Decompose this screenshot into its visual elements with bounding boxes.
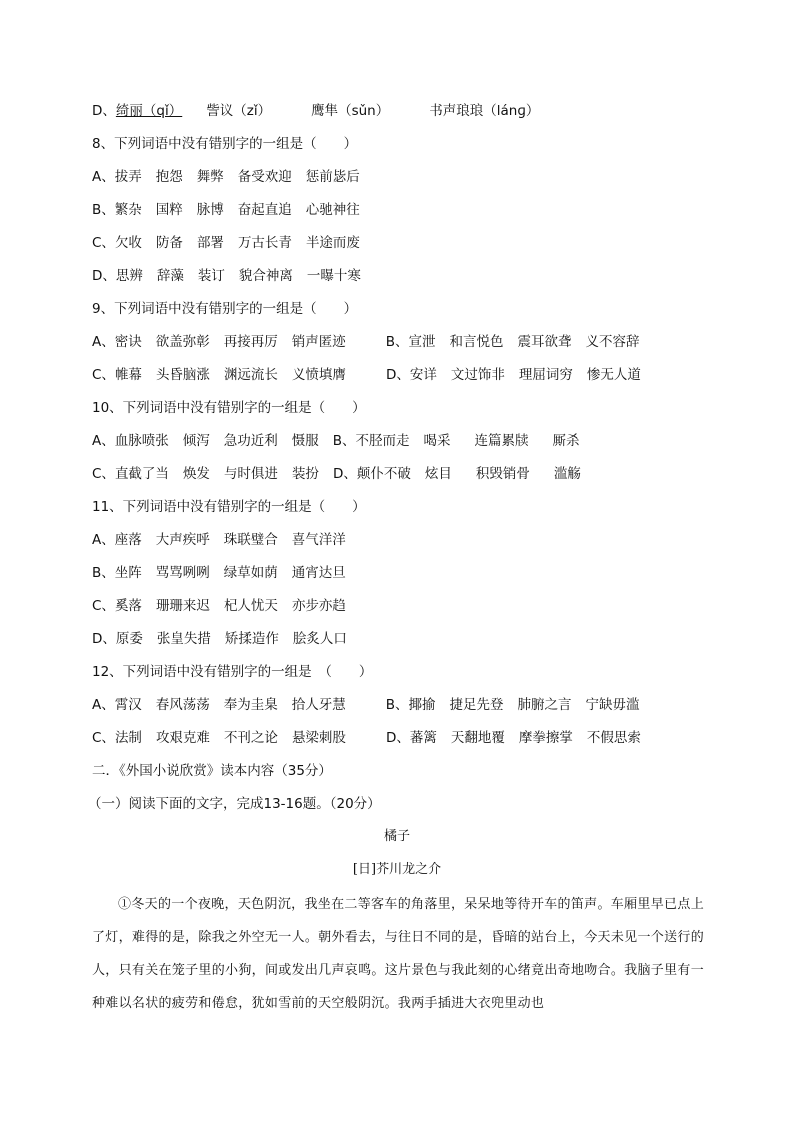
- word: 舞弊: [196, 169, 224, 185]
- option-label: C、: [92, 598, 115, 614]
- option-label: C、: [92, 235, 115, 251]
- word: 销声匿迹: [291, 334, 346, 350]
- word: 焕发: [182, 466, 210, 482]
- word: 原委: [115, 631, 143, 647]
- word: 座落: [114, 532, 142, 548]
- word: 半途而废: [305, 235, 360, 251]
- word: 霄汉: [114, 697, 142, 713]
- word: 奚落: [114, 598, 142, 614]
- word: 脍炙人口: [292, 631, 347, 647]
- word: 不胫而走: [355, 433, 410, 449]
- word: 矫揉造作: [224, 631, 279, 647]
- word: 骂骂咧咧: [155, 565, 210, 581]
- word: 头昏脑涨: [155, 367, 210, 383]
- word: 炫目: [424, 466, 452, 482]
- word: 绿草如荫: [223, 565, 278, 581]
- word: 珠联璧合: [223, 532, 278, 548]
- option-label: D、: [92, 268, 116, 284]
- option-label: C、: [92, 466, 115, 482]
- word-1: 绮丽（qǐ）: [115, 103, 183, 119]
- word: 备受欢迎: [237, 169, 292, 185]
- option-label: D、: [385, 730, 410, 746]
- word: 揶揄: [408, 697, 436, 713]
- word: 通宵达旦: [291, 565, 346, 581]
- option-label: D、: [385, 367, 410, 383]
- word: 滥觞: [553, 466, 581, 482]
- option-label: D、: [92, 103, 116, 119]
- word: 急功近利: [223, 433, 278, 449]
- word: 防备: [155, 235, 183, 251]
- article-title: 橘子: [383, 829, 410, 844]
- word: 与时俱进: [223, 466, 278, 482]
- article-paragraph-1: ①冬天的一个夜晚，天色阴沉，我坐在二等客车的角落里，呆呆地等待开车的笛声。车厢里早已点上了灯，难得的是，除我之外空无一人。朝外看去，与往日不同的是，昏暗的站台上，今天未见一个送行的人，只有关在笼子里的小狗，间或发出几声哀鸣。这片景色与我此刻的心绪竟出奇地吻合。我脑子里有一种难以名状的疲劳和倦怠，犹如雪前的天空般阴沉。我两手插进大衣兜里动也: [92, 897, 704, 1011]
- word: 直截了当: [114, 466, 169, 482]
- word: 装扮: [291, 466, 319, 482]
- word: 安详: [409, 367, 437, 383]
- question-11-option-a: [92, 530, 346, 550]
- word: 拔弄: [114, 169, 142, 185]
- word: 辞藻: [156, 268, 184, 284]
- word: 抱怨: [155, 169, 183, 185]
- word: 张皇失措: [156, 631, 211, 647]
- word: 亦步亦趋: [291, 598, 346, 614]
- word: 不刊之论: [223, 730, 278, 746]
- option-label: B、: [385, 697, 409, 713]
- word: 义愤填膺: [291, 367, 346, 383]
- word: 奋起直追: [237, 202, 292, 218]
- word: 欲盖弥彰: [155, 334, 210, 350]
- word: 密诀: [114, 334, 142, 350]
- option-label: C、: [92, 367, 115, 383]
- word: 宣泄: [408, 334, 436, 350]
- option-label: B、: [92, 202, 115, 218]
- word: 血脉喷张: [114, 433, 169, 449]
- word: 脉博: [196, 202, 224, 218]
- word: 宁缺毋滥: [585, 697, 640, 713]
- word: 坐阵: [114, 565, 142, 581]
- question-11-option-d: [92, 629, 347, 649]
- word: 天翻地覆: [450, 730, 505, 746]
- option-label: A、: [92, 334, 115, 350]
- word: 惨无人道: [586, 367, 641, 383]
- word: 拾人牙慧: [291, 697, 346, 713]
- word: 文过饰非: [450, 367, 505, 383]
- word: 再接再厉: [223, 334, 278, 350]
- word: 大声疾呼: [155, 532, 210, 548]
- word: 积毁销骨: [475, 466, 530, 482]
- question-9-options-ab: [92, 332, 640, 352]
- word: 悬梁刺股: [291, 730, 346, 746]
- question-10-options-ab: [92, 431, 580, 451]
- option-label: D、: [92, 631, 116, 647]
- word: 春风荡荡: [155, 697, 210, 713]
- question-8-option-d: [92, 266, 361, 286]
- option-label: A、: [92, 532, 115, 548]
- word: 义不容辞: [585, 334, 640, 350]
- word: 捷足先登: [449, 697, 504, 713]
- section-2-title: 二．《外国小说欣赏》读本内容（35分）: [92, 763, 332, 779]
- word: 繁杂: [114, 202, 142, 218]
- prev-question-option-d: [92, 101, 539, 121]
- word: 法制: [114, 730, 142, 746]
- question-9-stem: 9、下列词语中没有错别字的一组是（ ）: [92, 301, 358, 317]
- question-8-option-c: [92, 233, 360, 253]
- word: 渊远流长: [223, 367, 278, 383]
- word: 奉为圭臬: [223, 697, 278, 713]
- question-12-options-ab: [92, 695, 640, 715]
- question-12-stem: 12、下列词语中没有错别字的一组是 （ ）: [92, 664, 373, 680]
- option-label: A、: [92, 169, 115, 185]
- word: 万古长青: [237, 235, 292, 251]
- question-10-stem: 10、下列词语中没有错别字的一组是（ ）: [92, 400, 366, 416]
- word-3: 鹰隼（sǔn）: [311, 103, 390, 119]
- word: 倾泻: [182, 433, 210, 449]
- option-label: D、: [332, 466, 357, 482]
- word: 震耳欲聋: [517, 334, 572, 350]
- word: 和言悦色: [449, 334, 504, 350]
- question-8-stem: 8、下列词语中没有错别字的一组是（ ）: [92, 136, 358, 152]
- question-10-options-cd: [92, 464, 581, 484]
- question-9-options-cd: [92, 365, 641, 385]
- word: 喜气洋洋: [291, 532, 346, 548]
- option-label: C、: [92, 730, 115, 746]
- option-label: B、: [332, 433, 356, 449]
- word: 颠仆不破: [356, 466, 411, 482]
- word: 思辨: [115, 268, 143, 284]
- word: 攻艰克难: [155, 730, 210, 746]
- article-author: [日]芥川龙之介: [352, 862, 442, 877]
- question-12-options-cd: [92, 728, 641, 748]
- word-2: 訾议（zǐ）: [206, 103, 272, 119]
- word: 部署: [196, 235, 224, 251]
- word: 喝采: [423, 433, 451, 449]
- section-2-subtitle: （一）阅读下面的文字，完成13-16题。（20分）: [88, 796, 381, 812]
- question-11-option-b: [92, 563, 346, 583]
- word: 装订: [197, 268, 225, 284]
- word: 珊珊来迟: [155, 598, 210, 614]
- word: 不假思索: [586, 730, 641, 746]
- question-11-stem: 11、下列词语中没有错别字的一组是（ ）: [92, 499, 366, 515]
- word: 欠收: [114, 235, 142, 251]
- option-label: A、: [92, 433, 115, 449]
- option-label: B、: [385, 334, 409, 350]
- word: 心驰神往: [305, 202, 360, 218]
- word: 连篇累牍: [474, 433, 529, 449]
- word: 帷幕: [114, 367, 142, 383]
- word: 蕃篱: [409, 730, 437, 746]
- option-label: A、: [92, 697, 115, 713]
- word: 杞人忧天: [223, 598, 278, 614]
- word: 肺腑之言: [517, 697, 572, 713]
- option-label: B、: [92, 565, 115, 581]
- word: 理屈词穷: [518, 367, 573, 383]
- word: 慑服: [291, 433, 319, 449]
- question-8-option-b: [92, 200, 360, 220]
- word-4: 书声琅琅（lánɡ）: [429, 103, 540, 119]
- word: 国粹: [155, 202, 183, 218]
- word: 厮杀: [552, 433, 580, 449]
- question-11-option-c: [92, 596, 346, 616]
- word: 惩前毖后: [305, 169, 360, 185]
- word: 摩拳擦掌: [518, 730, 573, 746]
- word: 貌合神离: [238, 268, 293, 284]
- word: 一曝十寒: [306, 268, 361, 284]
- question-8-option-a: [92, 167, 360, 187]
